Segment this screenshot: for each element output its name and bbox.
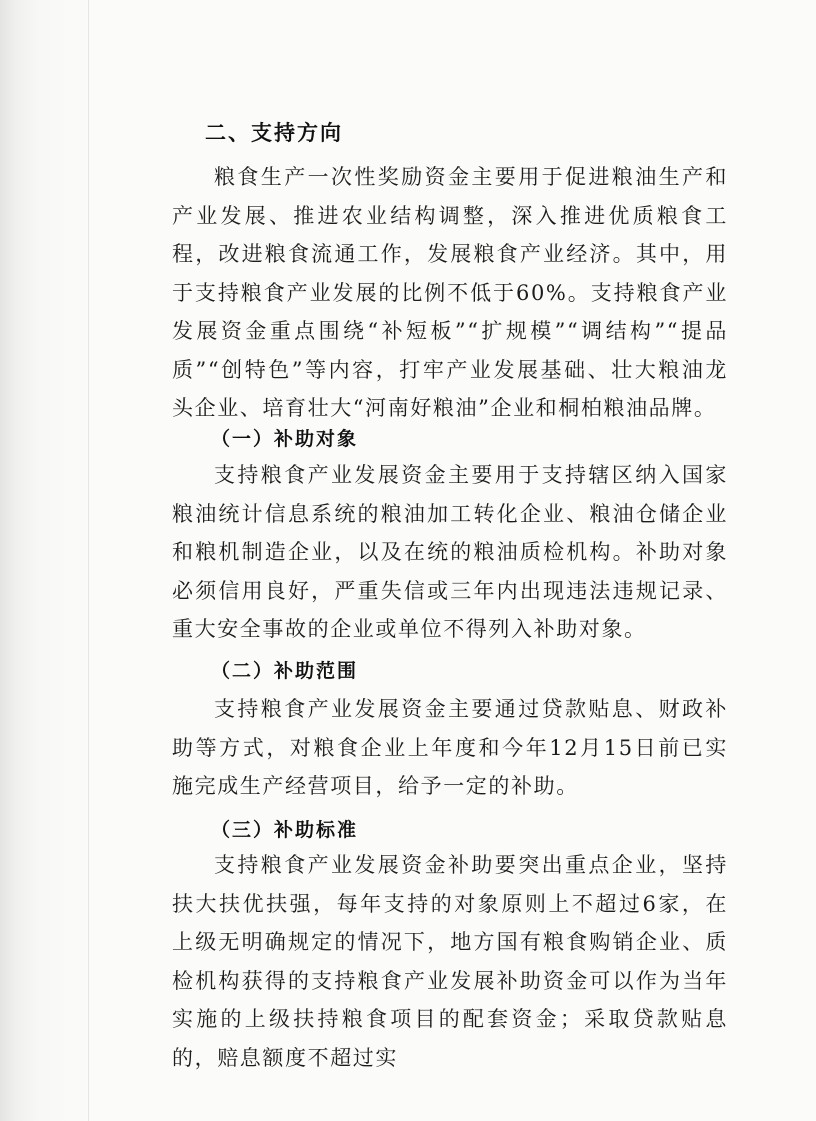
scan-shadow-edge [0,0,92,1121]
intro-paragraph: 粮食生产一次性奖励资金主要用于促进粮油生产和产业发展、推进农业结构调整，深入推进优质粮食工程，改进粮食流通工作，发展粮食产业经济。其中，用于支持粮食产业发展的比例不低于60%。支持粮食产业发展资金重点围绕“补短板”“扩规模”“调结构”“提品质”“创特色”等内容，打牢产业发展基础、壮大粮油龙头企业、培育壮大“河南好粮油”企业和桐柏粮油品牌。 [172,165,728,420]
standard-paragraph-block [172,846,728,1077]
recipients-paragraph: 支持粮食产业发展资金主要用于支持辖区纳入国家粮油统计信息系统的粮油加工转化企业、粮油仓储企业和粮机制造企业，以及在统的粮油质检机构。补助对象必须信用良好，严重失信或三年内出现违法违规记录、重大安全事故的企业或单位不得列入补助对象。 [172,463,728,641]
scan-fold-line [88,0,89,1121]
scope-paragraph: 支持粮食产业发展资金主要通过贷款贴息、财政补助等方式，对粮食企业上年度和今年12月15日前已实施完成生产经营项目，给予一定的补助。 [172,697,728,798]
subsection-heading-recipients: （一）补助对象 [211,428,359,450]
scope-paragraph-block [172,690,728,806]
intro-paragraph-block [172,158,728,428]
standard-paragraph: 支持粮食产业发展资金补助要突出重点企业，坚持扶大扶优扶强，每年支持的对象原则上不超过6家，在上级无明确规定的情况下，地方国有粮食购销企业、质检机构获得的支持粮食产业发展补助资金可以作为当年实施的上级扶持粮食项目的配套资金；采取贷款贴息的，赔息额度不超过实 [172,853,728,1070]
subsection-heading-standard: （三）补助标准 [211,819,359,841]
subsection-heading-scope: （二）补助范围 [211,660,359,682]
section-heading: 二、支持方向 [205,120,343,145]
recipients-paragraph-block [172,456,728,649]
